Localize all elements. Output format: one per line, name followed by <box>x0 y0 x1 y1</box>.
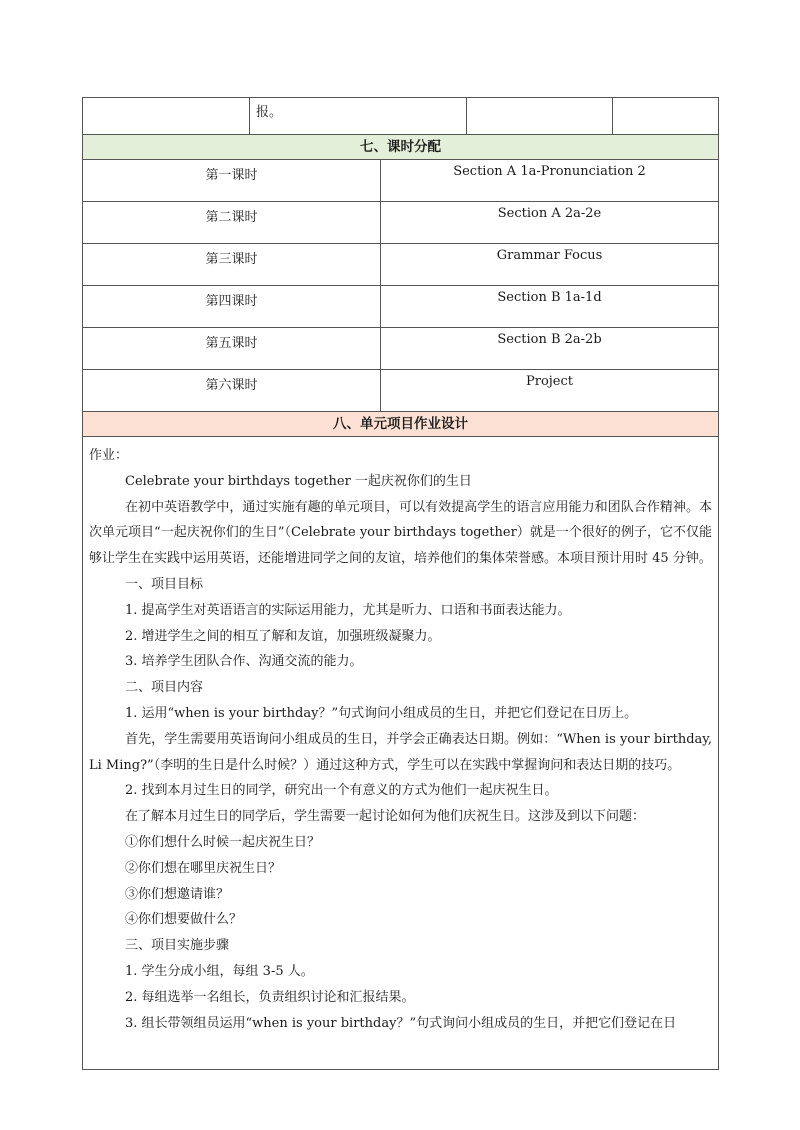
body-line: 1. 学生分成小组，每组 3-5 人。 <box>125 963 314 979</box>
body-line: ①你们想什么时候一起庆祝生日？ <box>125 834 321 850</box>
content-cell: Project <box>381 370 719 412</box>
content-cell: Section B 2a-2b <box>381 328 719 370</box>
content-cell: Section A 1a-Pronunciation 2 <box>381 160 719 202</box>
body-line: 3. 组长带领组员运用“when is your birthday？”句式询问小组成员的生日，并把它们登记在日 <box>125 1015 677 1031</box>
schedule-row <box>83 370 719 412</box>
schedule-row <box>83 244 719 286</box>
body-line: 二、项目内容 <box>125 680 204 696</box>
lesson-cell: 第四课时 <box>83 286 381 328</box>
homework-body <box>83 437 719 1070</box>
lesson-cell: 第五课时 <box>83 328 381 370</box>
content-cell: Grammar Focus <box>381 244 719 286</box>
continued-text: 报。 <box>256 105 283 120</box>
section8-header-row <box>83 412 719 437</box>
body-line: 3. 培养学生团队合作、沟通交流的能力。 <box>125 654 363 670</box>
lesson-cell: 第六课时 <box>83 370 381 412</box>
lesson-cell: 第一课时 <box>83 160 381 202</box>
empty-cell <box>613 98 719 135</box>
body-paragraph: 在初中英语教学中，通过实施有趣的单元项目，可以有效提高学生的语言应用能力和团队合作精神。本次单元项目“一起庆祝你们的生日”（Celebrate your birthdays together）就是一个很好的例子，它不仅能够让学生在实践中运用英语，还能增进同学之间的友谊，培养他们的集体荣誉感。本项目预计用时 45 分钟。 <box>89 499 713 567</box>
lesson-cell: 第二课时 <box>83 202 381 244</box>
document-page <box>82 97 718 1070</box>
body-line: 三、项目实施步骤 <box>125 938 230 954</box>
schedule-row <box>83 286 719 328</box>
body-line: 1. 运用“when is your birthday？”句式询问小组成员的生日，并把它们登记在日历上。 <box>125 705 638 721</box>
body-line: Celebrate your birthdays together 一起庆祝你们的生日 <box>125 473 472 489</box>
section7-title: 七、课时分配 <box>83 135 719 160</box>
body-paragraph: 首先，学生需要用英语询问小组成员的生日，并学会正确表达日期。例如：“When is your birthday, Li Ming?”（李明的生日是什么时候？）通过这种方式，学生可以在实践中掌握询问和表达日期的技巧。 <box>89 731 713 773</box>
content-cell: Section B 1a-1d <box>381 286 719 328</box>
body-line: 2. 每组选举一名组长，负责组织讨论和汇报结果。 <box>125 989 415 1005</box>
schedule-row <box>83 160 719 202</box>
section7-header-row <box>83 135 719 160</box>
section8-title: 八、单元项目作业设计 <box>83 412 719 437</box>
body-line: 2. 找到本月过生日的同学，研究出一个有意义的方式为他们一起庆祝生日。 <box>125 783 558 799</box>
body-line: ②你们想在哪里庆祝生日？ <box>125 860 282 876</box>
section8-body-row <box>83 437 719 1070</box>
lesson-plan-table <box>82 97 719 1070</box>
body-line: 作业： <box>89 448 129 463</box>
continued-cell <box>250 98 467 135</box>
body-line: 在了解本月过生日的同学后，学生需要一起讨论如何为他们庆祝生日。这涉及到以下问题： <box>125 809 646 825</box>
body-line: ③你们想邀请谁？ <box>125 886 230 902</box>
content-cell: Section A 2a-2e <box>381 202 719 244</box>
body-line: 2. 增进学生之间的相互了解和友谊，加强班级凝聚力。 <box>125 628 441 644</box>
lesson-cell: 第三课时 <box>83 244 381 286</box>
schedule-row <box>83 328 719 370</box>
continued-row <box>83 98 719 135</box>
body-line: 1. 提高学生对英语语言的实际运用能力，尤其是听力、口语和书面表达能力。 <box>125 602 571 618</box>
empty-cell <box>467 98 613 135</box>
body-line: ④你们想要做什么？ <box>125 912 243 928</box>
schedule-row <box>83 202 719 244</box>
body-line: 一、项目目标 <box>125 576 204 592</box>
empty-cell <box>83 98 250 135</box>
